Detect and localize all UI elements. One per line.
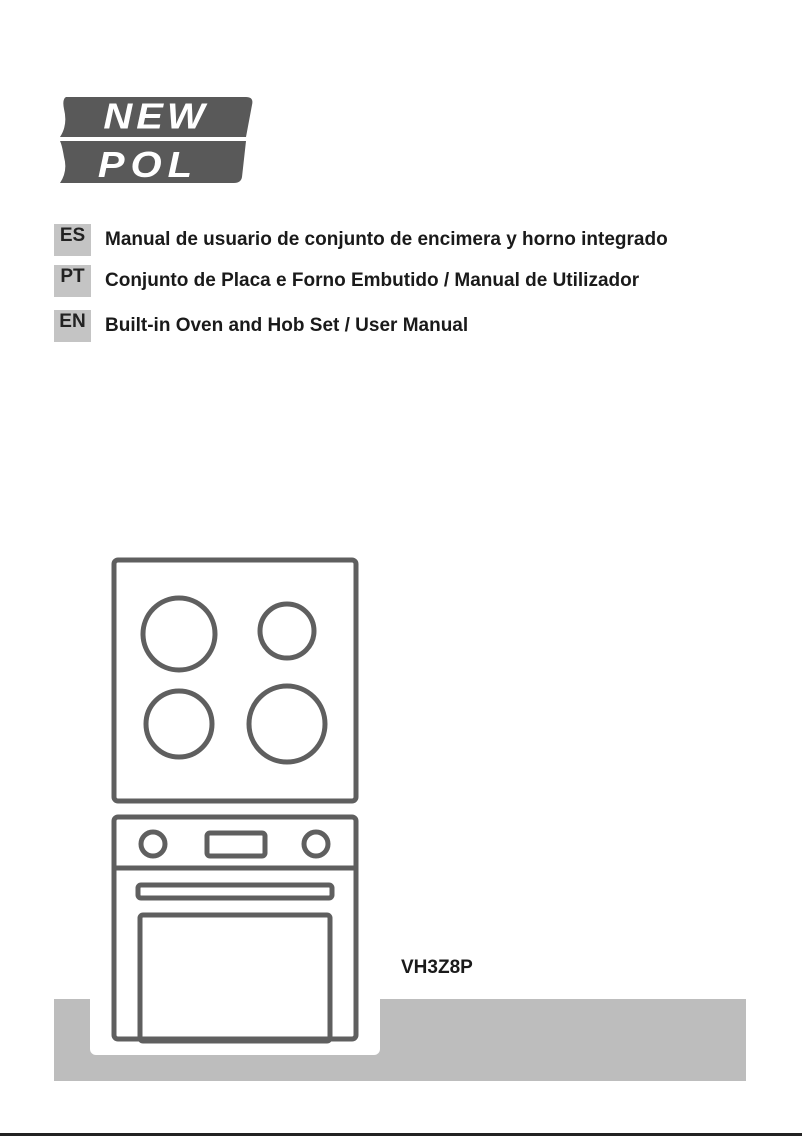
burner-icon [260,604,314,658]
language-badge: PT [54,265,91,297]
knob-icon [304,832,328,856]
svg-text:POL: POL [97,145,199,185]
model-number: VH3Z8P [401,957,473,978]
oven-outline [114,817,356,1039]
burner-icon [249,686,325,762]
door-handle [138,885,332,898]
manual-title: Built-in Oven and Hob Set / User Manual [105,315,469,336]
manual-title: Conjunto de Placa e Forno Embutido / Manual de Utilizador [105,270,640,291]
hob-outline [114,560,356,801]
language-badge: EN [54,310,91,342]
knob-icon [141,832,165,856]
oven-window [140,915,330,1041]
display-icon [207,833,265,856]
svg-text:NEW: NEW [103,97,209,137]
burner-icon [143,598,215,670]
manual-title: Manual de usuario de conjunto de encimera y horno integrado [105,229,668,250]
burner-icon [146,691,212,757]
language-badge: ES [54,224,91,256]
